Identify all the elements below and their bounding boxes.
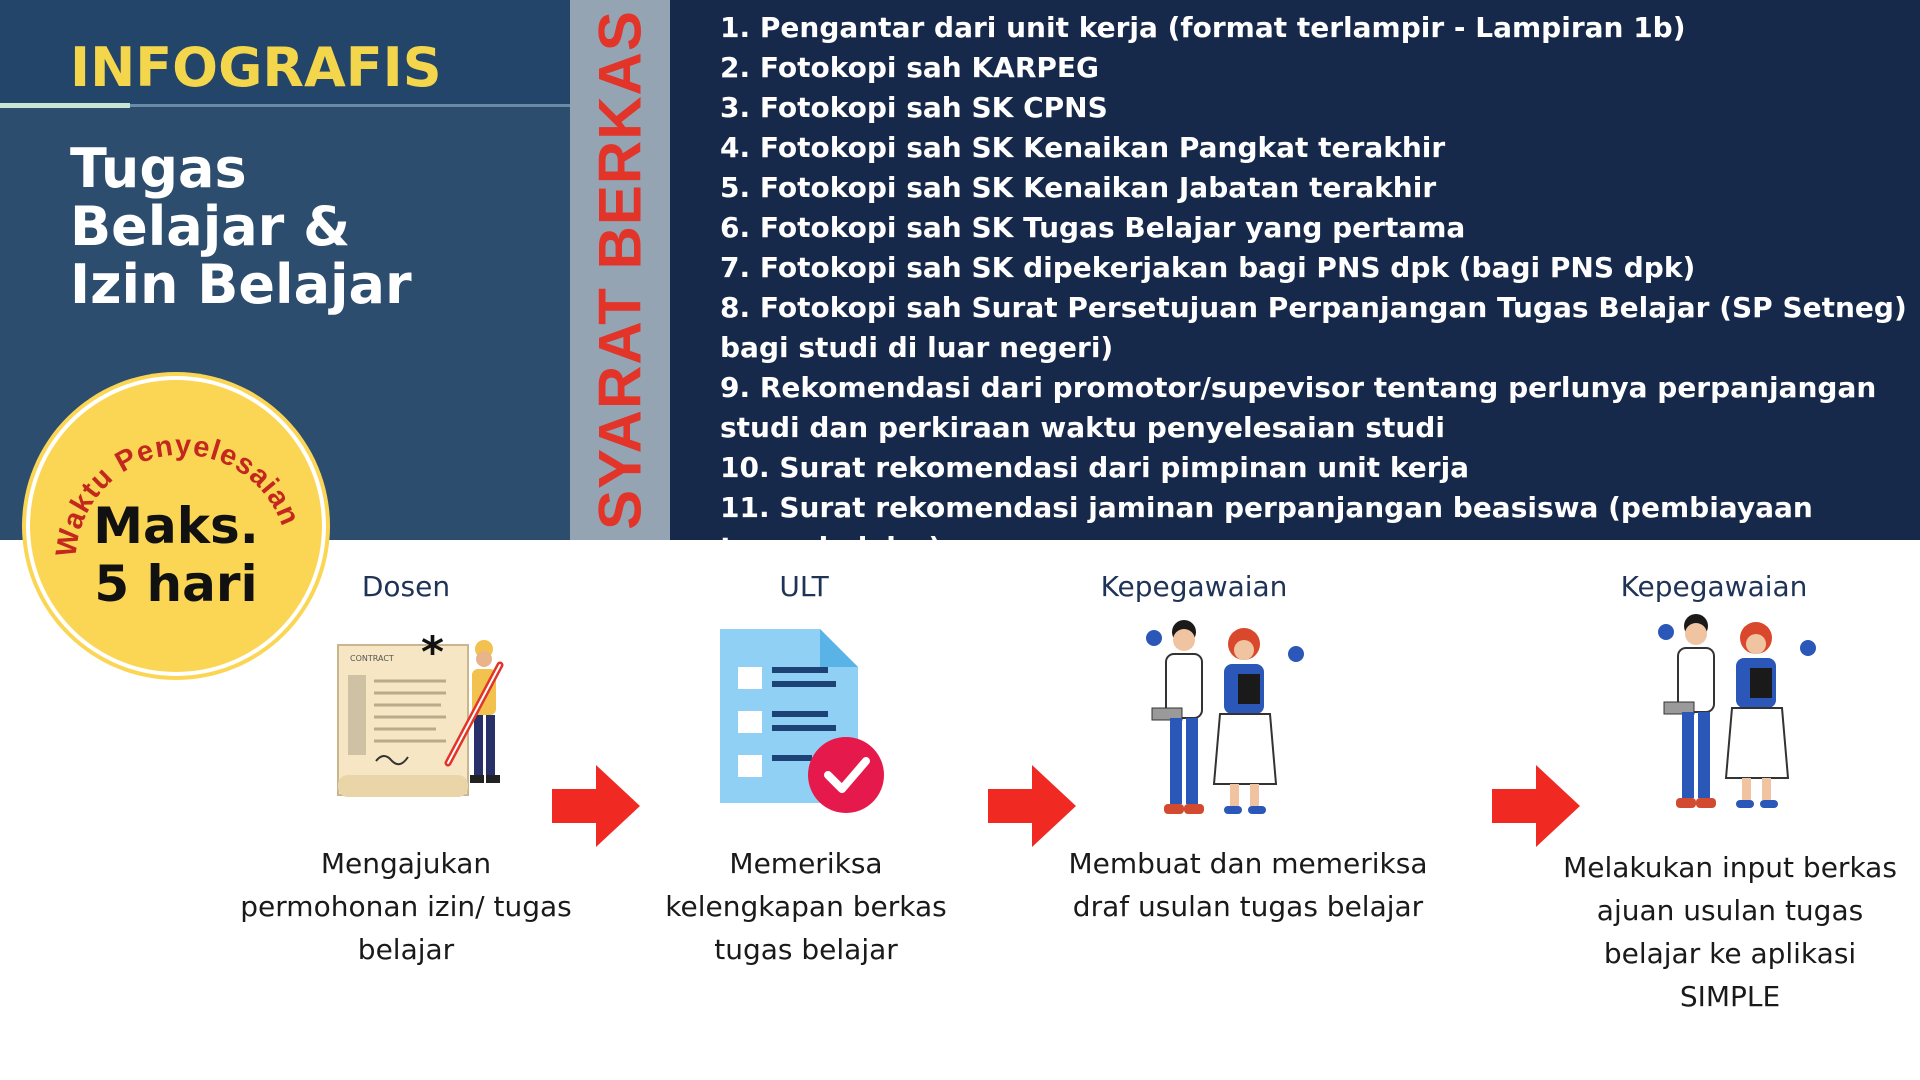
title-line: Belajar & <box>70 195 351 258</box>
staff-pair-icon <box>1652 612 1822 818</box>
requirement-item: 11. Surat rekomendasi jaminan perpanjangan beasiswa (pembiayaan tugas belajar) <box>720 491 1813 564</box>
title-line: Tugas <box>70 137 247 200</box>
title-line: Izin Belajar <box>70 253 412 316</box>
requirement-item: 6. Fotokopi sah SK Tugas Belajar yang pertama <box>720 211 1466 244</box>
page-title <box>70 137 490 316</box>
checklist-document-icon <box>718 625 888 815</box>
requirement-item: 9. Rekomendasi dari promotor/supevisor tentang perlunya perpanjangan studi dan perkiraan waktu penyelesaian studi <box>720 371 1877 444</box>
requirement-item: 7. Fotokopi sah SK dipekerjakan bagi PNS dpk (bagi PNS dpk) <box>720 251 1696 284</box>
infografis-label: INFOGRAFIS <box>70 36 442 99</box>
requirement-item: 1. Pengantar dari unit kerja (format terlampir - Lampiran 1b) <box>720 11 1686 44</box>
badge-max-label: Maks. <box>93 497 259 555</box>
step-3-actor: Kepegawaian <box>1100 570 1288 603</box>
step-4-actor: Kepegawaian <box>1620 570 1808 603</box>
svg-text:CONTRACT: CONTRACT <box>350 654 394 663</box>
step-2-description: Memeriksa kelengkapan berkas tugas belajar <box>665 847 947 966</box>
requirement-item: 8. Fotokopi sah Surat Persetujuan Perpanjangan Tugas Belajar (SP Setneg) bagi studi di luar negeri) <box>720 291 1907 364</box>
flow-arrow-icon <box>1492 765 1580 847</box>
step-1-description: Mengajukan permohonan izin/ tugas belajar <box>240 847 572 966</box>
svg-text:*: * <box>421 635 445 678</box>
flow-arrow-icon <box>988 765 1076 847</box>
staff-pair-icon <box>1140 618 1310 824</box>
badge-arc-label: Waktu Penyelesaian <box>50 429 306 559</box>
step-1-actor: Dosen <box>361 570 451 603</box>
completion-time-badge <box>30 380 322 672</box>
flow-arrow-icon <box>552 765 640 847</box>
step-2-actor: ULT <box>779 570 829 603</box>
step-3-description: Membuat dan memeriksa draf usulan tugas belajar <box>1068 847 1428 923</box>
step-4-description: Melakukan input berkas ajuan usulan tugas belajar ke aplikasi SIMPLE <box>1563 851 1897 1013</box>
requirements-heading: SYARAT BERKAS <box>586 10 654 530</box>
requirement-item: 5. Fotokopi sah SK Kenaikan Jabatan terakhir <box>720 171 1437 204</box>
contract-signing-icon <box>336 635 516 815</box>
requirement-item: 2. Fotokopi sah KARPEG <box>720 51 1100 84</box>
header-divider-accent <box>0 103 130 108</box>
requirement-item: 4. Fotokopi sah SK Kenaikan Pangkat terakhir <box>720 131 1446 164</box>
badge-days-label: 5 hari <box>94 555 258 613</box>
requirements-list <box>720 8 1910 568</box>
requirement-item: 10. Surat rekomendasi dari pimpinan unit kerja <box>720 451 1470 484</box>
requirement-item: 3. Fotokopi sah SK CPNS <box>720 91 1108 124</box>
